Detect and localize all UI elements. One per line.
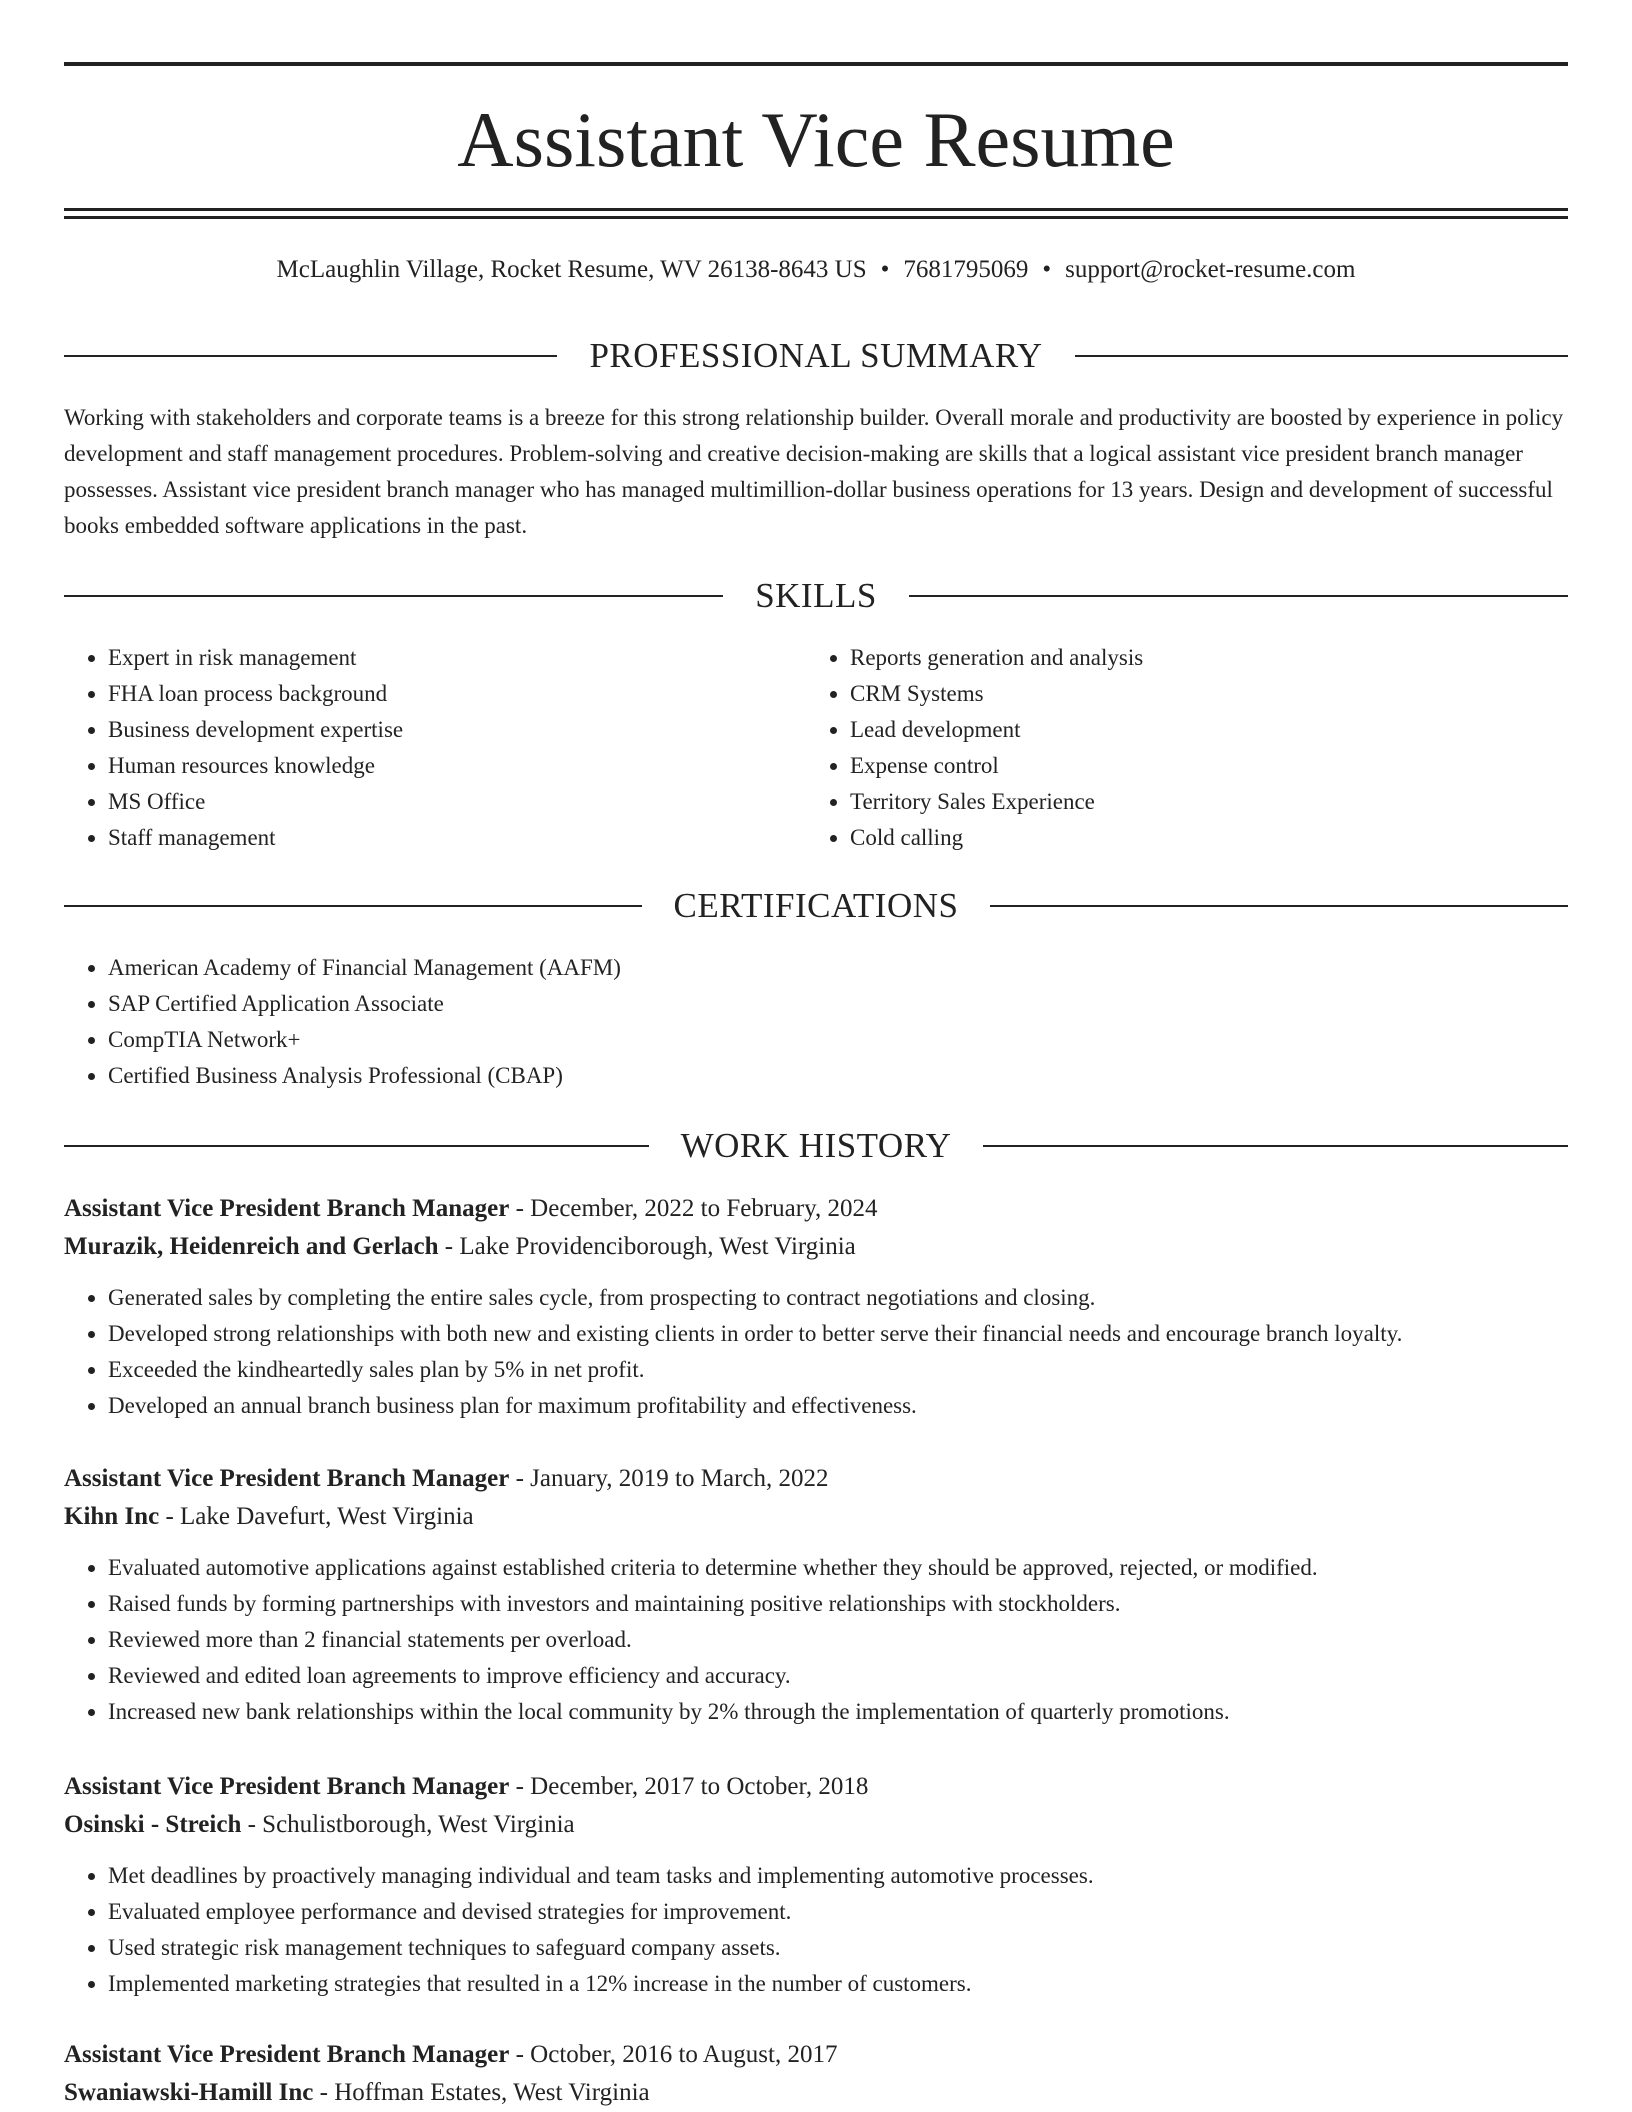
skills-list-right bbox=[806, 640, 1506, 856]
job-entry bbox=[64, 1460, 1568, 1730]
header-bottom-rule-2 bbox=[64, 216, 1568, 219]
job-bullet: • Used strategic risk management techniques to safeguard company assets. bbox=[108, 1930, 1568, 1966]
certifications-list bbox=[64, 950, 1568, 1094]
job-location: Lake Providenciborough, West Virginia bbox=[459, 1233, 856, 1260]
summary-section-title: PROFESSIONAL SUMMARY bbox=[589, 336, 1043, 375]
certification-item: • SAP Certified Application Associate bbox=[108, 986, 1568, 1022]
job-title-line bbox=[64, 1768, 1568, 1806]
contact-address: McLaughlin Village, Rocket Resume, WV 26138-8643 US bbox=[276, 256, 867, 283]
skill-item: • Expert in risk management bbox=[108, 640, 764, 676]
job-location: Schulistborough, West Virginia bbox=[262, 1811, 575, 1838]
skills-column-right bbox=[806, 640, 1506, 856]
job-bullet: • Implemented marketing strategies that resulted in a 12% increase in the number of customers. bbox=[108, 1966, 1568, 2002]
contact-separator: • bbox=[1042, 256, 1052, 283]
job-dash: - bbox=[438, 1233, 460, 1260]
skill-item: • Staff management bbox=[108, 820, 764, 856]
section-rule bbox=[64, 355, 557, 357]
job-company: Murazik, Heidenreich and Gerlach bbox=[64, 1233, 439, 1260]
header-top-rule bbox=[64, 62, 1568, 66]
job-location: Lake Davefurt, West Virginia bbox=[180, 1503, 474, 1530]
job-company: Osinski - Streich bbox=[64, 1811, 242, 1838]
job-dates: October, 2016 to August, 2017 bbox=[530, 2041, 838, 2068]
job-dash: - bbox=[509, 2041, 531, 2068]
job-dash: - bbox=[509, 1195, 531, 1222]
skill-item: • Human resources knowledge bbox=[108, 748, 764, 784]
skill-item: • Lead development bbox=[850, 712, 1506, 748]
skill-item: • FHA loan process background bbox=[108, 676, 764, 712]
job-bullets bbox=[64, 1280, 1568, 1424]
job-bullet: • Reviewed more than 2 financial statements per overload. bbox=[108, 1622, 1568, 1658]
summary-text: Working with stakeholders and corporate teams is a breeze for this strong relationship builder. Overall morale and productivity are boosted by experience in policy development and staff management procedures. Problem-solving and creative decision-making are skills that a logical assistant vice president branch manager possesses. Assistant vice president branch manager who has managed multimillion-dollar business operations for 13 years. Design and development of successful books embedded software applications in the past. bbox=[64, 405, 1564, 538]
job-bullets bbox=[64, 1550, 1568, 1730]
job-location: Hoffman Estates, West Virginia bbox=[334, 2079, 650, 2106]
section-rule bbox=[983, 1145, 1568, 1147]
contact-separator: • bbox=[880, 256, 890, 283]
skill-item: • MS Office bbox=[108, 784, 764, 820]
skill-item: • Territory Sales Experience bbox=[850, 784, 1506, 820]
work-section-title: WORK HISTORY bbox=[680, 1126, 952, 1165]
section-rule bbox=[909, 595, 1568, 597]
skills-section-title: SKILLS bbox=[755, 576, 877, 615]
job-bullet: • Evaluated employee performance and devised strategies for improvement. bbox=[108, 1894, 1568, 1930]
job-bullet: • Developed an annual branch business plan for maximum profitability and effectiveness. bbox=[108, 1388, 1568, 1424]
header-bottom-rule bbox=[64, 208, 1568, 211]
job-role: Assistant Vice President Branch Manager bbox=[64, 1465, 510, 1492]
job-entry bbox=[64, 1768, 1568, 2002]
job-bullet: • Exceeded the kindheartedly sales plan by 5% in net profit. bbox=[108, 1352, 1568, 1388]
contact-email: support@rocket-resume.com bbox=[1065, 256, 1356, 283]
section-rule bbox=[990, 905, 1568, 907]
job-bullet: • Evaluated automotive applications against established criteria to determine whether they should be approved, rejected, or modified. bbox=[108, 1550, 1568, 1586]
certifications-block bbox=[64, 950, 1568, 1094]
job-role: Assistant Vice President Branch Manager bbox=[64, 2041, 510, 2068]
job-dash: - bbox=[509, 1465, 531, 1492]
job-dash: - bbox=[313, 2079, 335, 2106]
summary-section-header bbox=[64, 334, 1568, 378]
job-dates: December, 2017 to October, 2018 bbox=[530, 1773, 869, 1800]
skill-item: • Business development expertise bbox=[108, 712, 764, 748]
job-dash: - bbox=[159, 1503, 181, 1530]
resume-title: Assistant Vice Resume bbox=[457, 96, 1175, 183]
skill-item: • CRM Systems bbox=[850, 676, 1506, 712]
job-entry bbox=[64, 1190, 1568, 1424]
skills-column-left bbox=[64, 640, 764, 856]
certifications-section-title: CERTIFICATIONS bbox=[673, 886, 959, 925]
job-entry bbox=[64, 2036, 1568, 2112]
skill-item: • Expense control bbox=[850, 748, 1506, 784]
job-company-line bbox=[64, 1806, 1568, 1844]
certification-item: • Certified Business Analysis Professional (CBAP) bbox=[108, 1058, 1568, 1094]
job-title-line bbox=[64, 1460, 1568, 1498]
job-title-line bbox=[64, 2036, 1568, 2074]
job-bullet: • Reviewed and edited loan agreements to improve efficiency and accuracy. bbox=[108, 1658, 1568, 1694]
certification-item: • American Academy of Financial Management (AAFM) bbox=[108, 950, 1568, 986]
contact-phone: 7681795069 bbox=[903, 256, 1029, 283]
section-rule bbox=[1075, 355, 1568, 357]
skills-list-left bbox=[64, 640, 764, 856]
job-dates: December, 2022 to February, 2024 bbox=[530, 1195, 878, 1222]
certifications-section-header bbox=[64, 884, 1568, 928]
contact-line bbox=[64, 253, 1568, 287]
job-bullet: • Met deadlines by proactively managing individual and team tasks and implementing automotive processes. bbox=[108, 1858, 1568, 1894]
job-company: Kihn Inc bbox=[64, 1503, 160, 1530]
job-company-line bbox=[64, 1228, 1568, 1266]
job-company-line bbox=[64, 2074, 1568, 2112]
job-bullet: • Developed strong relationships with both new and existing clients in order to better serve their financial needs and encourage branch loyalty. bbox=[108, 1316, 1568, 1352]
job-bullet: • Generated sales by completing the entire sales cycle, from prospecting to contract negotiations and closing. bbox=[108, 1280, 1568, 1316]
job-company-line bbox=[64, 1498, 1568, 1536]
job-dash: - bbox=[241, 1811, 263, 1838]
work-section-header bbox=[64, 1124, 1568, 1168]
job-bullets bbox=[64, 1858, 1568, 2002]
skills-section-header bbox=[64, 574, 1568, 618]
job-title-line bbox=[64, 1190, 1568, 1228]
job-bullet: • Raised funds by forming partnerships with investors and maintaining positive relationships with stockholders. bbox=[108, 1586, 1568, 1622]
certification-item: • CompTIA Network+ bbox=[108, 1022, 1568, 1058]
skill-item: • Reports generation and analysis bbox=[850, 640, 1506, 676]
job-dates: January, 2019 to March, 2022 bbox=[530, 1465, 829, 1492]
section-rule bbox=[64, 595, 723, 597]
skill-item: • Cold calling bbox=[850, 820, 1506, 856]
section-rule bbox=[64, 1145, 649, 1147]
job-bullet: • Increased new bank relationships within the local community by 2% through the implementation of quarterly promotions. bbox=[108, 1694, 1568, 1730]
job-role: Assistant Vice President Branch Manager bbox=[64, 1195, 510, 1222]
job-dash: - bbox=[509, 1773, 531, 1800]
job-company: Swaniawski-Hamill Inc bbox=[64, 2079, 314, 2106]
section-rule bbox=[64, 905, 642, 907]
job-role: Assistant Vice President Branch Manager bbox=[64, 1773, 510, 1800]
